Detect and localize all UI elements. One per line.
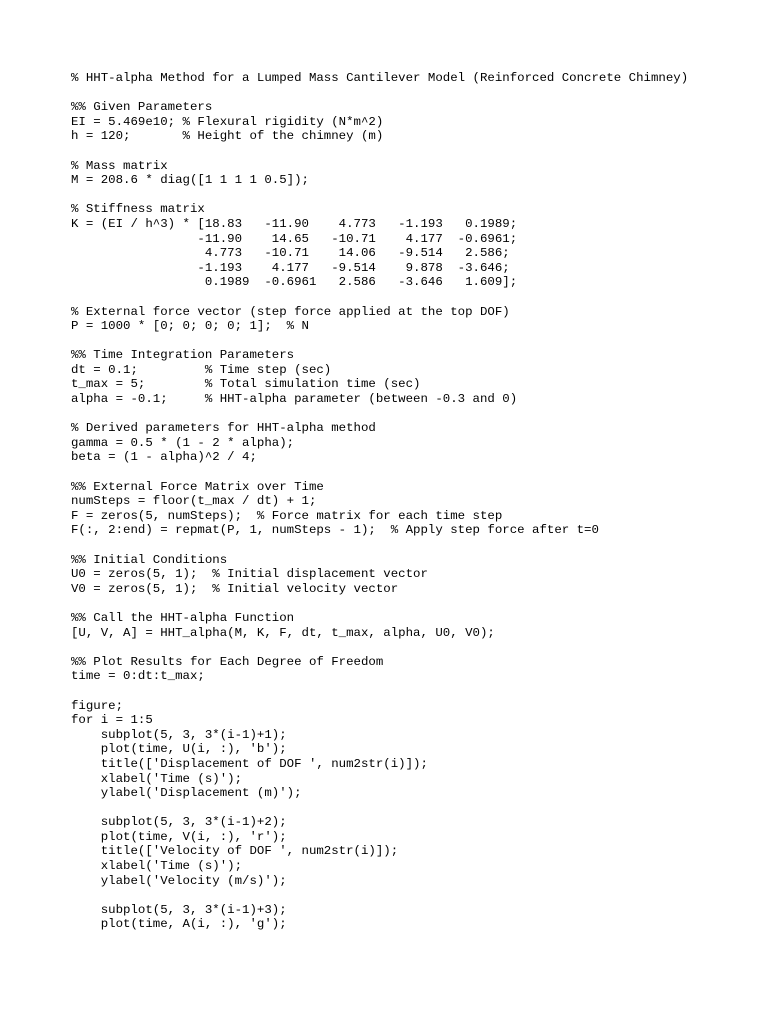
code-line xyxy=(71,538,688,553)
code-line: P = 1000 * [0; 0; 0; 0; 1]; % N xyxy=(71,319,309,334)
code-line: F(:, 2:end) = repmat(P, 1, numSteps - 1); % Apply step force after t=0 xyxy=(71,523,599,538)
code-line: % External force vector (step force applied at the top DOF) xyxy=(71,304,510,319)
code-line: EI = 5.469e10; % Flexural rigidity (N*m^2) xyxy=(71,114,384,129)
code-line: dt = 0.1; % Time step (sec) xyxy=(71,362,332,377)
code-line: %% Time Integration Parameters xyxy=(71,348,295,363)
code-line: alpha = -0.1; % HHT-alpha parameter (between -0.3 and 0) xyxy=(71,392,518,407)
code-line: -11.90 14.65 -10.71 4.177 -0.6961; xyxy=(71,231,518,246)
code-line: % Stiffness matrix xyxy=(71,202,205,217)
code-line: xlabel('Time (s)'); xyxy=(71,771,243,786)
code-listing xyxy=(71,71,688,932)
code-line: %% Given Parameters xyxy=(71,100,213,115)
code-line xyxy=(71,144,688,159)
code-line: 4.773 -10.71 14.06 -9.514 2.586; xyxy=(71,246,510,261)
code-line: %% Plot Results for Each Degree of Freedom xyxy=(71,654,384,669)
code-line: % Derived parameters for HHT-alpha method xyxy=(71,421,376,436)
code-line: %% Initial Conditions xyxy=(71,552,228,567)
code-line: h = 120; % Height of the chimney (m) xyxy=(71,129,384,144)
code-line: numSteps = floor(t_max / dt) + 1; xyxy=(71,494,317,509)
code-line: 0.1989 -0.6961 2.586 -3.646 1.609]; xyxy=(71,275,518,290)
code-line: gamma = 0.5 * (1 - 2 * alpha); xyxy=(71,435,295,450)
code-line xyxy=(71,640,688,655)
code-line: subplot(5, 3, 3*(i-1)+2); xyxy=(71,815,287,830)
code-line: for i = 1:5 xyxy=(71,713,153,728)
code-line: -1.193 4.177 -9.514 9.878 -3.646; xyxy=(71,260,510,275)
code-line xyxy=(71,684,688,699)
code-line xyxy=(71,888,688,903)
code-line: ylabel('Velocity (m/s)'); xyxy=(71,873,287,888)
code-line xyxy=(71,86,688,101)
code-line: t_max = 5; % Total simulation time (sec) xyxy=(71,377,421,392)
code-line: figure; xyxy=(71,698,124,713)
code-line: title(['Displacement of DOF ', num2str(i)]); xyxy=(71,756,428,771)
code-line xyxy=(71,188,688,203)
code-line xyxy=(71,596,688,611)
code-line: [U, V, A] = HHT_alpha(M, K, F, dt, t_max, alpha, U0, V0); xyxy=(71,625,495,640)
code-line xyxy=(71,801,688,816)
code-line: % Mass matrix xyxy=(71,158,168,173)
code-line: %% Call the HHT-alpha Function xyxy=(71,610,295,625)
code-line: beta = (1 - alpha)^2 / 4; xyxy=(71,450,257,465)
code-line: time = 0:dt:t_max; xyxy=(71,669,205,684)
code-line: plot(time, V(i, :), 'r'); xyxy=(71,829,287,844)
code-line xyxy=(71,407,688,422)
code-line: %% External Force Matrix over Time xyxy=(71,479,324,494)
code-line: M = 208.6 * diag([1 1 1 1 0.5]); xyxy=(71,173,309,188)
code-line xyxy=(71,290,688,305)
code-line: K = (EI / h^3) * [18.83 -11.90 4.773 -1.193 0.1989; xyxy=(71,216,518,231)
code-line: V0 = zeros(5, 1); % Initial velocity vector xyxy=(71,581,399,596)
code-line: subplot(5, 3, 3*(i-1)+1); xyxy=(71,727,287,742)
code-line xyxy=(71,334,688,349)
code-line: ylabel('Displacement (m)'); xyxy=(71,786,302,801)
code-line: title(['Velocity of DOF ', num2str(i)]); xyxy=(71,844,399,859)
code-line: plot(time, A(i, :), 'g'); xyxy=(71,917,287,932)
code-line: plot(time, U(i, :), 'b'); xyxy=(71,742,287,757)
code-line: xlabel('Time (s)'); xyxy=(71,859,243,874)
code-line: % HHT-alpha Method for a Lumped Mass Cantilever Model (Reinforced Concrete Chimney) xyxy=(71,71,689,85)
code-line: U0 = zeros(5, 1); % Initial displacement vector xyxy=(71,567,428,582)
code-line: F = zeros(5, numSteps); % Force matrix for each time step xyxy=(71,508,503,523)
code-line xyxy=(71,465,688,480)
code-line: subplot(5, 3, 3*(i-1)+3); xyxy=(71,902,287,917)
